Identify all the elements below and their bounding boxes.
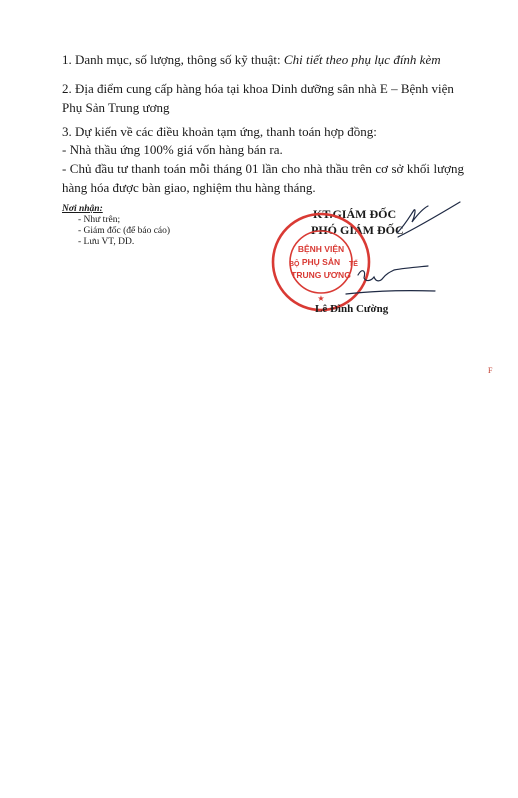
item-3-title: 3. Dự kiến về các điều khoản tạm ứng, thanh toán hợp đồng: [62,124,377,139]
star-icon: ★ [317,294,325,303]
recipient-3: - Lưu VT, DD. [78,237,135,247]
recipient-1: - Như trên; [78,215,121,225]
recipient-2: - Giám đốc (để báo cáo) [78,226,171,236]
item-3-a: - Nhà thầu ứng 100% giá vốn hàng bán ra. [62,142,283,157]
stamp-line-3: TRUNG ƯƠNG [291,270,351,280]
stamp-ring-right: TẾ [349,261,358,268]
margin-mark: F [488,366,493,375]
recipients-title: Nơi nhận: [62,204,103,214]
stamp-line-2: PHỤ SẢN [301,257,341,267]
stamp-ring-left: BỘ [289,261,300,268]
item-1-italic: Chi tiết theo phụ lục đính kèm [283,52,441,67]
stamp-line-1: BỆNH VIỆN [297,244,345,254]
item-1-text: 1. Danh mục, số lượng, thông số kỹ thuật: [62,52,284,67]
item-3-b: - Chủ đầu tư thanh toán mỗi tháng 01 lần cho nhà thầu trên cơ sở khối lượng hàng hóa được bàn giao, nghiệm thu hàng tháng. [62,161,464,195]
item-2: 2. Địa điểm cung cấp hàng hóa tại khoa Dinh dưỡng sân nhà E – Bệnh viện Phụ Sản Trung ương [62,81,454,115]
handwritten-signature [346,202,460,294]
signature-title-1: KT.GIÁM ĐỐC [313,207,397,221]
signature-title-2: PHÓ GIÁM ĐỐC [311,223,404,237]
official-stamp [273,214,369,310]
signer-name: Lê Đình Cường [315,303,389,315]
